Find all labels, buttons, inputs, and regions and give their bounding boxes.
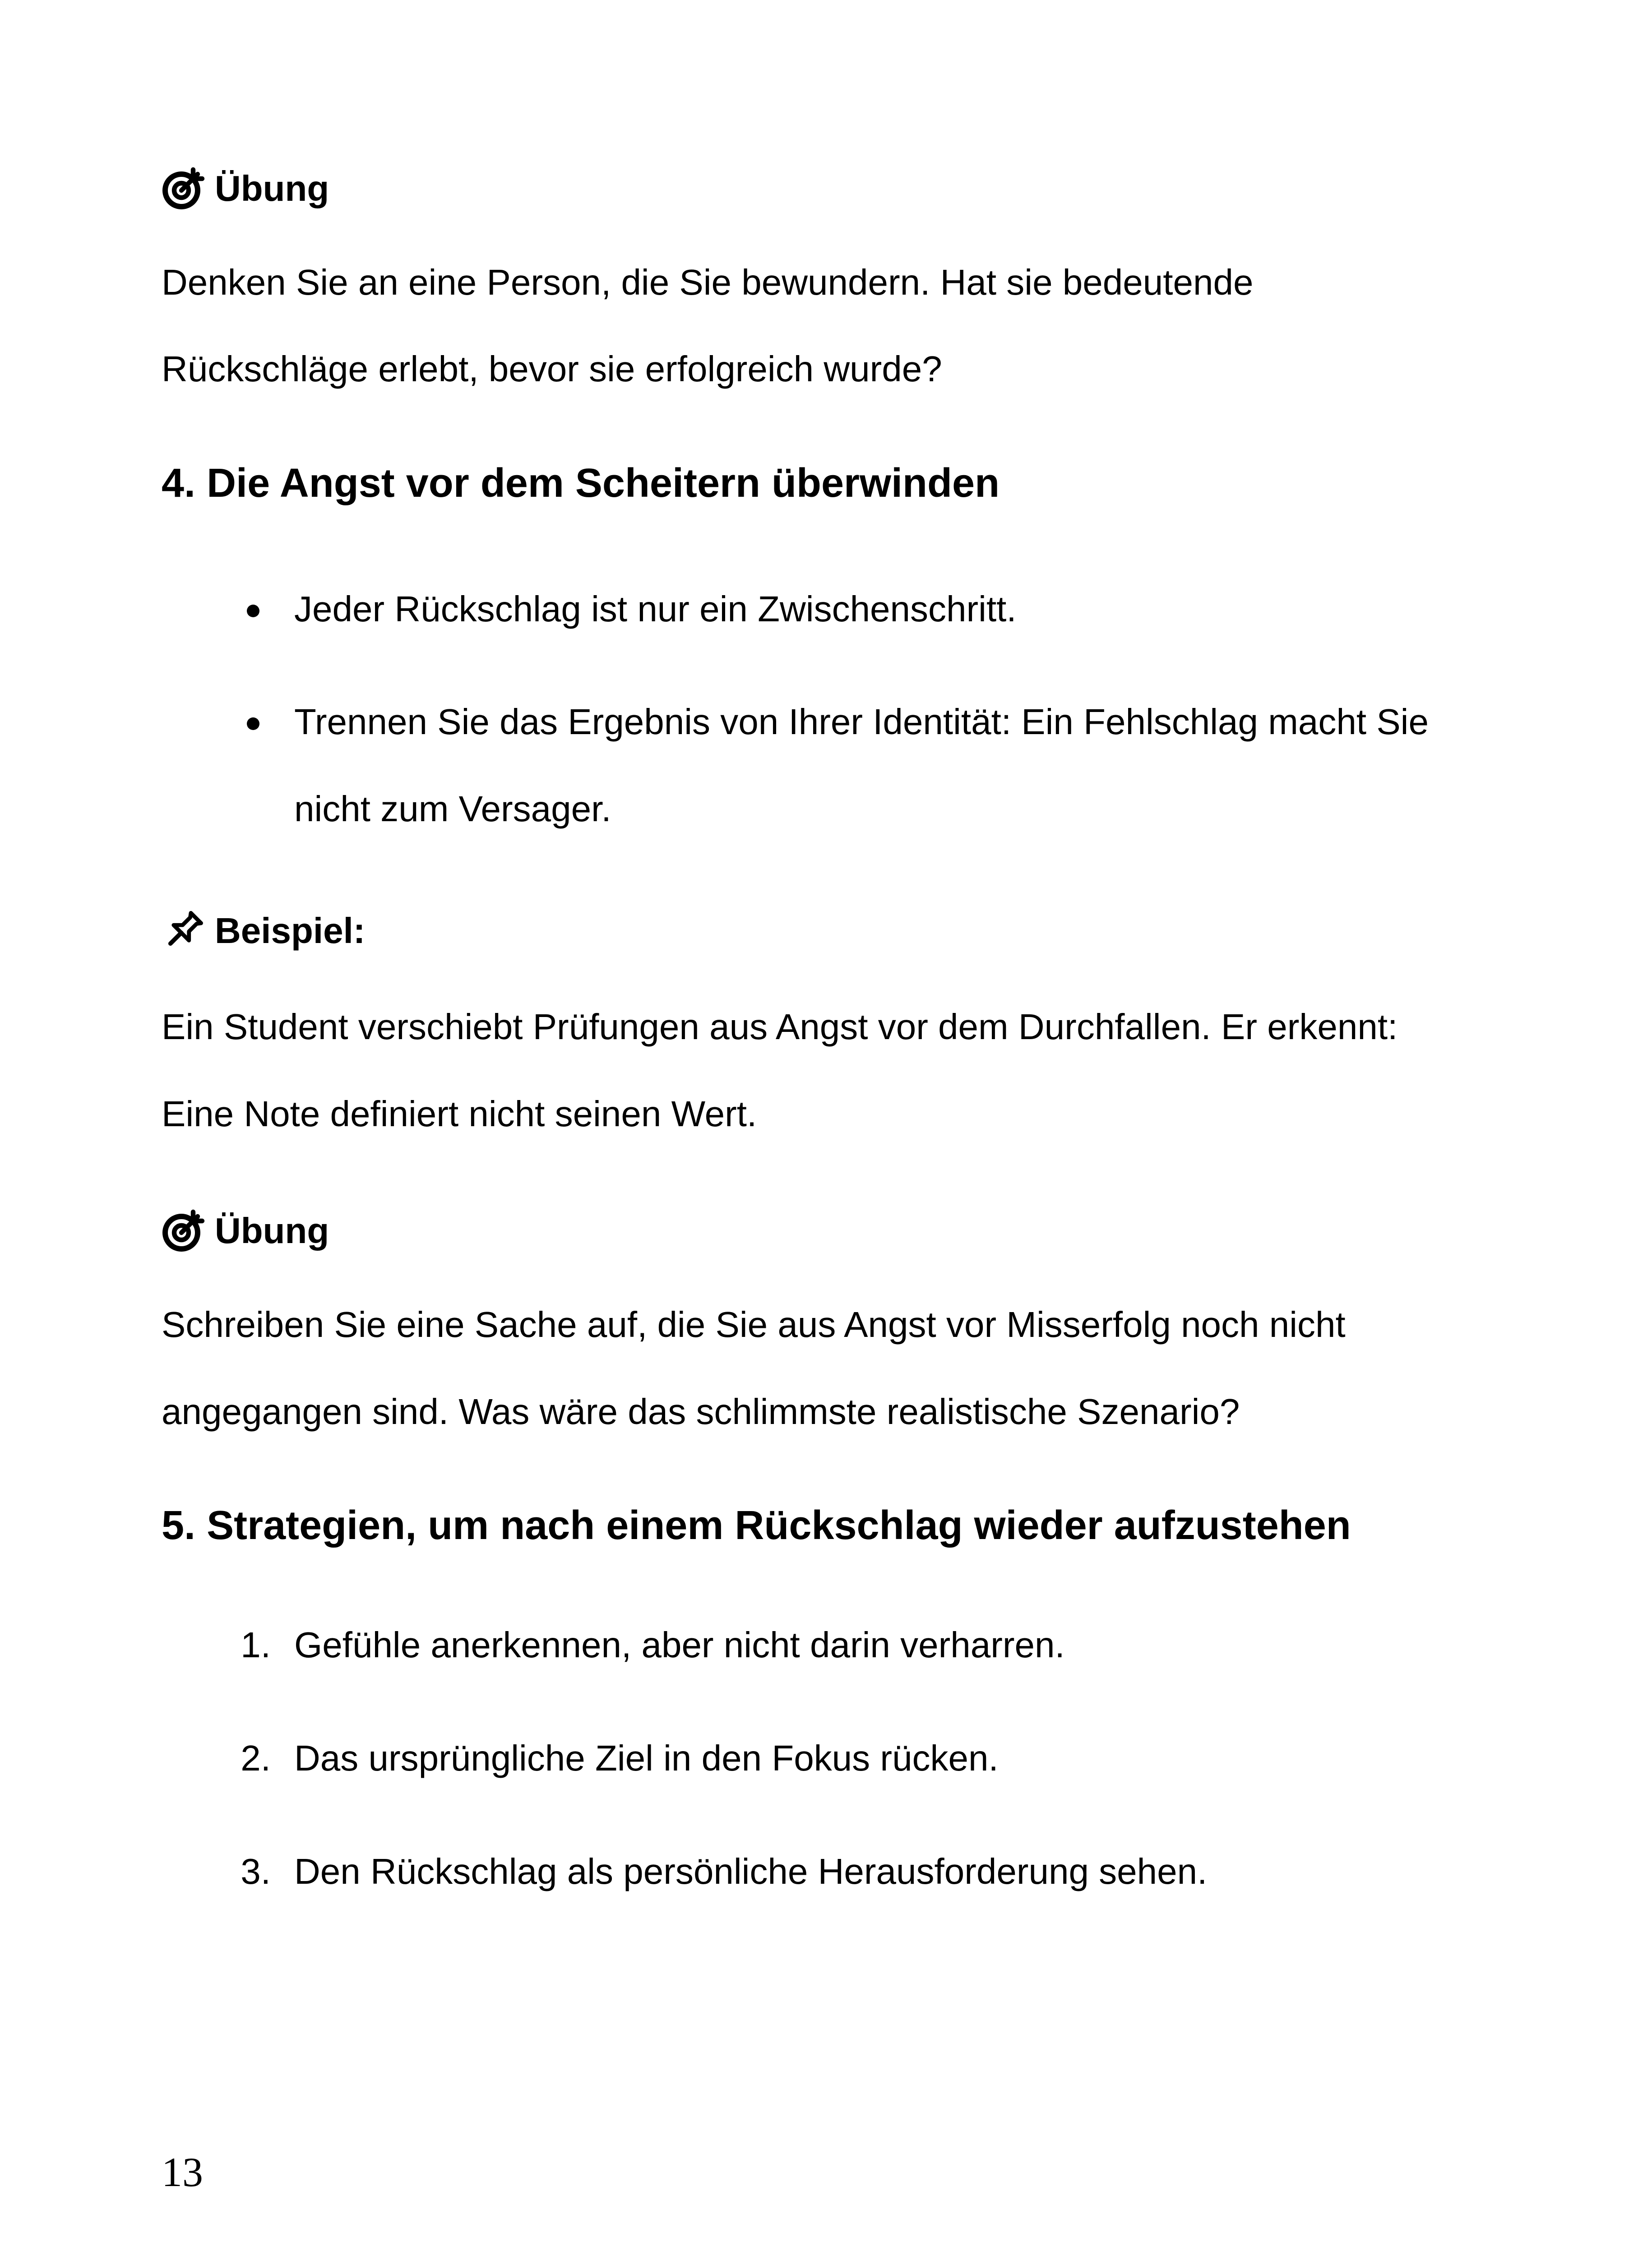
example-label <box>162 909 365 952</box>
list-number: 1. <box>241 1625 271 1665</box>
list-item-continuation: nicht zum Versager. <box>294 789 611 829</box>
target-dart-icon <box>162 167 205 210</box>
bullet-dot <box>247 717 259 730</box>
list-number: 2. <box>241 1738 271 1778</box>
paragraph-line: Ein Student verschiebt Prüfungen aus Angst vor dem Durchfallen. Er erkennt: <box>162 1007 1398 1047</box>
list-item: Den Rückschlag als persönliche Herausforderung sehen. <box>294 1851 1208 1891</box>
example-label-text: Beispiel: <box>215 911 366 951</box>
exercise-label-text: Übung <box>215 168 329 208</box>
exercise-label <box>162 167 329 210</box>
section-heading: 5. Strategien, um nach einem Rückschlag wieder aufzustehen <box>162 1503 1351 1548</box>
list-item: Jeder Rückschlag ist nur ein Zwischenschritt. <box>294 589 1017 629</box>
paragraph-line: angegangen sind. Was wäre das schlimmste realistische Szenario? <box>162 1392 1240 1432</box>
section-heading: 4. Die Angst vor dem Scheitern überwinden <box>162 461 1000 506</box>
exercise-label-text: Übung <box>215 1211 329 1251</box>
bullet-dot <box>247 605 259 617</box>
list-item: Trennen Sie das Ergebnis von Ihrer Identität: Ein Fehlschlag macht Sie <box>294 702 1429 742</box>
paragraph-line: Rückschläge erlebt, bevor sie erfolgreich wurde? <box>162 349 942 389</box>
page-number: 13 <box>162 2149 203 2195</box>
paragraph-line: Schreiben Sie eine Sache auf, die Sie aus Angst vor Misserfolg noch nicht <box>162 1304 1346 1345</box>
list-item: Gefühle anerkennen, aber nicht darin verharren. <box>294 1625 1065 1665</box>
target-dart-icon <box>162 1209 205 1253</box>
exercise-label <box>162 1209 329 1253</box>
list-number: 3. <box>241 1851 271 1891</box>
paragraph-line: Denken Sie an eine Person, die Sie bewundern. Hat sie bedeutende <box>162 262 1254 302</box>
paragraph-line: Eine Note definiert nicht seinen Wert. <box>162 1094 757 1134</box>
pushpin-icon <box>162 909 205 952</box>
list-item: Das ursprüngliche Ziel in den Fokus rücken. <box>294 1738 999 1778</box>
